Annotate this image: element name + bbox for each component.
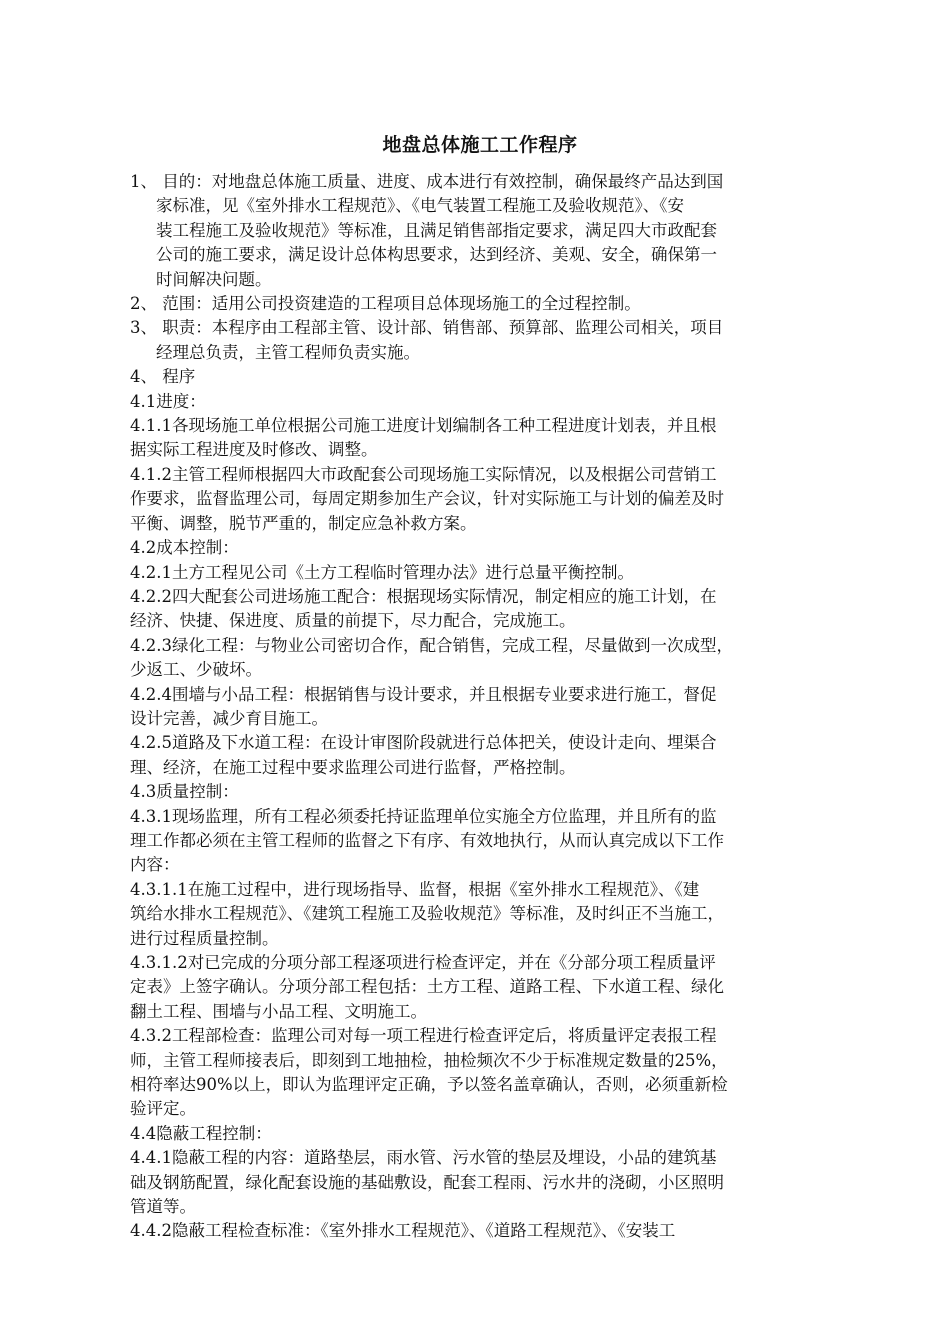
text-line: 4.3.1.1在施工过程中，进行现场指导、监督，根据《室外排水工程规范》、《建 (130, 879, 700, 899)
paragraph-p3 (130, 316, 830, 365)
text-line: 4、 程序 (130, 367, 196, 387)
paragraph-p19 (130, 1122, 830, 1146)
text-line: 4.2.1土方工程见公司《土方工程临时管理办法》进行总量平衡控制。 (130, 562, 634, 582)
text-line: 4.3.2工程部检查：监理公司对每一项工程进行检查评定后，将质量评定表报工程 (130, 1026, 717, 1046)
text-line: 4.2成本控制： (130, 538, 239, 558)
paragraph-p18 (130, 1024, 830, 1122)
text-line: 师，主管工程师接表后，即刻到工地抽检，抽检频次不少于标准规定数量的25%， (130, 1050, 728, 1070)
text-line: 1、 目的：对地盘总体施工质量、进度、成本进行有效控制，确保最终产品达到国 (130, 172, 724, 191)
text-line: 4.4隐蔽工程控制： (130, 1123, 272, 1143)
paragraph-p7 (130, 463, 830, 536)
text-line: 4.2.3绿化工程：与物业公司密切合作，配合销售，完成工程，尽量做到一次成型， (130, 635, 733, 655)
paragraph-p2 (130, 292, 830, 316)
text-line: 4.3质量控制： (130, 782, 239, 802)
paragraph-p17 (130, 951, 830, 1024)
document-page (130, 128, 830, 1244)
text-line: 4.2.5道路及下水道工程：在设计审图阶段就进行总体把关，使设计走向、埋渠合 (130, 733, 717, 753)
text-line: 4.4.2隐蔽工程检查标准：《室外排水工程规范》、《道路工程规范》、《安装工 (130, 1221, 676, 1241)
paragraph-p4 (130, 365, 830, 389)
text-line: 4.4.1隐蔽工程的内容：道路垫层，雨水管、污水管的垫层及埋设，小品的建筑基 (130, 1148, 717, 1168)
paragraph-p6 (130, 414, 830, 463)
text-line: 4.2.4围墙与小品工程：根据销售与设计要求，并且根据专业要求进行施工，督促 (130, 684, 717, 704)
text-line: 家标准，见《室外排水工程规范》、《电气装置工程施工及验收规范》、《安 (156, 196, 684, 216)
text-line: 4.1.1各现场施工单位根据公司施工进度计划编制各工种工程进度计划表，并且根 (130, 416, 717, 436)
text-line: 设计完善，减少育目施工。 (130, 708, 328, 728)
text-line: 4.2.2四大配套公司进场施工配合：根据现场实际情况，制定相应的施工计划，在 (130, 586, 717, 606)
text-line: 管道等。 (130, 1197, 196, 1217)
text-line: 翻土工程、围墙与小品工程、文明施工。 (130, 1001, 427, 1021)
paragraph-p16 (130, 878, 830, 951)
paragraph-p21 (130, 1219, 830, 1243)
paragraph-p15 (130, 805, 830, 878)
text-line: 平衡、调整，脱节严重的，制定应急补救方案。 (130, 513, 477, 533)
text-line: 装工程施工及验收规范》等标准，且满足销售部指定要求，满足四大市政配套 (156, 220, 717, 240)
text-line: 进行过程质量控制。 (130, 928, 279, 948)
text-line: 作要求，监督监理公司，每周定期参加生产会议，针对实际施工与计划的偏差及时 (130, 489, 724, 509)
paragraph-p1 (130, 170, 830, 292)
text-line: 筑给水排水工程规范》、《建筑工程施工及验收规范》等标准，及时纠正不当施工， (130, 904, 724, 924)
text-line: 4.1进度： (130, 391, 206, 411)
text-line: 4.3.1现场监理，所有工程必须委托持证监理单位实施全方位监理，并且所有的监 (130, 806, 717, 826)
paragraph-p11 (130, 634, 830, 683)
paragraph-p13 (130, 731, 830, 780)
paragraph-p12 (130, 683, 830, 732)
paragraph-p10 (130, 585, 830, 634)
text-line: 础及钢筋配置，绿化配套设施的基础敷设，配套工程雨、污水井的浇砌，小区照明 (130, 1172, 724, 1192)
text-line: 4.3.1.2对已完成的分项分部工程逐项进行检查评定，并在《分部分项工程质量评 (130, 953, 716, 972)
text-line: 内容： (130, 855, 180, 875)
text-line: 4.1.2主管工程师根据四大市政配套公司现场施工实际情况，以及根据公司营销工 (130, 464, 717, 484)
paragraph-p9 (130, 561, 830, 585)
text-line: 理工作都必须在主管工程师的监督之下有序、有效地执行，从而认真完成以下工作 (130, 830, 724, 850)
text-line: 定表》上签字确认。分项分部工程包括：土方工程、道路工程、下水道工程、绿化 (130, 977, 724, 997)
document-title: 地盘总体施工工作程序 (382, 134, 578, 156)
text-line: 公司的施工要求，满足设计总体构思要求，达到经济、美观、安全，确保第一 (156, 245, 717, 265)
text-line: 验评定。 (130, 1099, 196, 1119)
paragraph-p14 (130, 780, 830, 804)
text-line: 据实际工程进度及时修改、调整。 (130, 440, 378, 460)
document-body (130, 170, 830, 1244)
paragraph-p5 (130, 390, 830, 414)
text-line: 理、经济，在施工过程中要求监理公司进行监督，严格控制。 (130, 757, 576, 777)
text-line: 2、 范围：适用公司投资建造的工程项目总体现场施工的全过程控制。 (130, 294, 641, 314)
paragraph-p8 (130, 536, 830, 560)
paragraph-p20 (130, 1146, 830, 1219)
text-line: 3、 职责：本程序由工程部主管、设计部、销售部、预算部、监理公司相关，项目 (130, 318, 724, 338)
text-line: 经济、快捷、保进度、质量的前提下，尽力配合，完成施工。 (130, 611, 576, 631)
text-line: 相符率达90%以上，即认为监理评定正确，予以签名盖章确认，否则，必须重新检 (130, 1075, 728, 1095)
text-line: 经理总负责，主管工程师负责实施。 (156, 342, 420, 362)
text-line: 少返工、少破坏。 (130, 660, 262, 680)
text-line: 时间解决问题。 (156, 269, 272, 289)
